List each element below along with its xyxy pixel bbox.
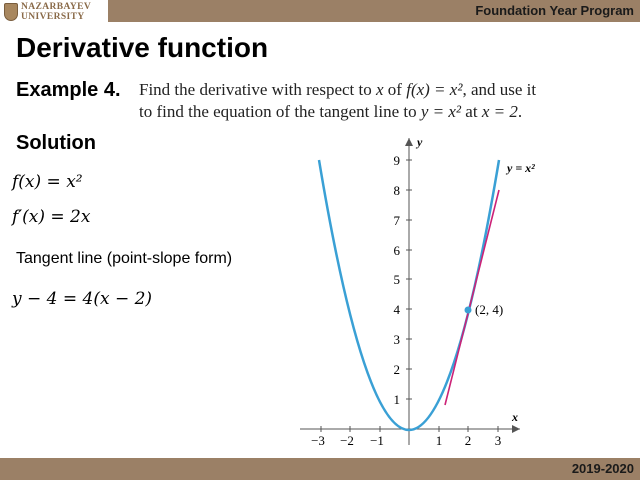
- program-label: Foundation Year Program: [475, 3, 634, 18]
- tangent-line: [445, 190, 499, 405]
- tangent-equation: y − 4 = 4(x − 2): [12, 289, 153, 309]
- problem-statement: Find the derivative with respect to x of f(x) = x², and use it to find the equation of the tangent line to y = x² at x = 2.: [139, 80, 537, 121]
- footer-bar: [0, 458, 640, 480]
- tangent-line-label: Tangent line (point-slope form): [16, 250, 233, 267]
- function-equation: f(x) = x²: [12, 172, 83, 192]
- example-label: Example 4.: [16, 79, 121, 101]
- academic-year: 2019-2020: [571, 461, 634, 476]
- x-tick: −1: [370, 433, 384, 448]
- logo-line-1: NAZARBAYEV: [21, 2, 92, 12]
- solution-label: Solution: [16, 132, 96, 154]
- tangent-point: [465, 307, 472, 314]
- x-tick: −2: [340, 433, 354, 448]
- shield-icon: [4, 3, 18, 21]
- y-tick: 5: [393, 272, 400, 287]
- header-bar: [0, 0, 640, 22]
- page-title: Derivative function: [16, 32, 269, 63]
- y-tick: 2: [393, 362, 400, 377]
- curve-label: y = x²: [507, 161, 535, 175]
- x-tick: 3: [494, 433, 502, 448]
- y-tick: 7: [393, 213, 400, 228]
- x-axis-label: x: [512, 410, 518, 424]
- y-axis-label: y: [417, 135, 423, 149]
- university-logo: [0, 0, 108, 24]
- y-tick: 6: [393, 243, 400, 258]
- y-axis-arrow: [405, 138, 413, 146]
- point-label: (2, 4): [475, 302, 504, 317]
- x-axis-arrow: [512, 425, 520, 433]
- x-tick: 1: [435, 433, 443, 448]
- parabola-graph: [288, 132, 538, 456]
- y-tick: 9: [393, 153, 400, 168]
- y-tick: 3: [393, 332, 400, 347]
- logo-line-2: UNIVERSITY: [21, 12, 85, 22]
- derivative-equation: f′(x) = 2x: [12, 207, 91, 227]
- x-tick: 2: [464, 433, 472, 448]
- y-tick: 4: [393, 302, 400, 317]
- y-tick: 1: [393, 392, 400, 407]
- y-tick: 8: [393, 183, 400, 198]
- x-tick: −3: [311, 433, 325, 448]
